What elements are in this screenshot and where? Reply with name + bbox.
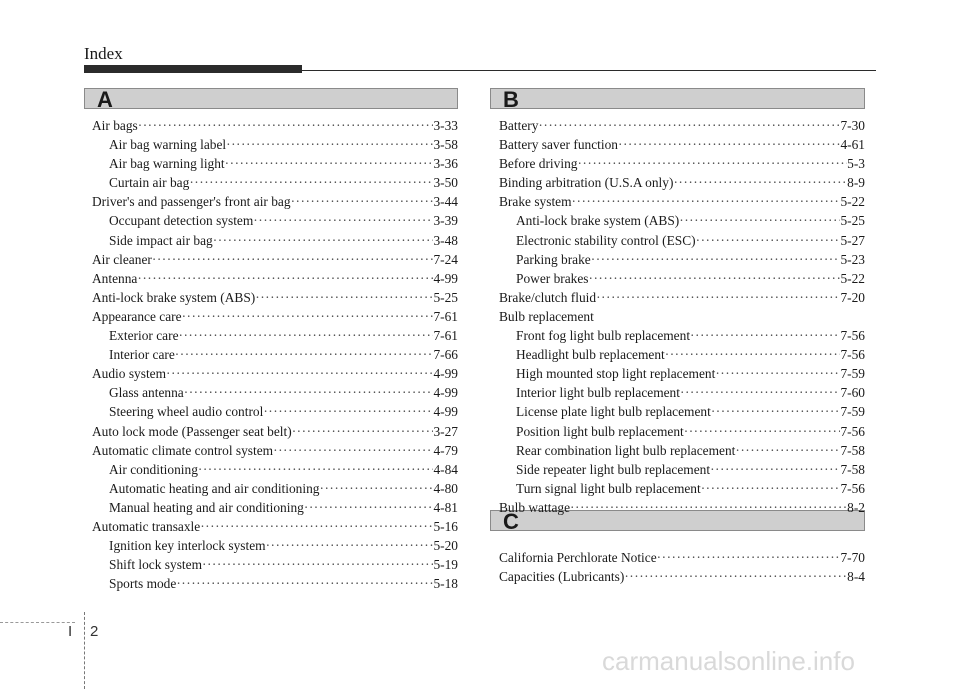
dot-leader [657,550,841,566]
index-entry [499,252,865,271]
index-entry-page: 4-99 [433,385,458,401]
index-entry-text: Air bags [92,118,138,133]
index-entry-page: 4-84 [433,461,458,477]
index-entry-text: Battery saver function [499,137,618,153]
index-entry-page: 8-4 [847,569,865,585]
dot-leader [184,385,434,401]
index-entry [499,385,865,404]
dot-leader [137,271,433,287]
index-entry [499,443,865,462]
dot-leader [225,156,434,172]
index-entry [92,443,458,462]
index-entry [92,538,458,557]
dot-leader [273,443,433,459]
index-entry-text: Brake/clutch fluid [499,289,597,305]
index-entry-page: 4-80 [433,480,458,496]
index-entry-text: Power brakes [516,270,589,286]
index-entry-page: 7-61 [433,328,458,344]
index-entry [92,366,458,385]
index-entry-text: Automatic climate control system [92,442,274,458]
index-entry [92,309,458,328]
dot-leader [166,366,433,382]
index-entry-page: 3-33 [433,118,458,133]
index-entry-page: 7-61 [433,308,458,324]
index-entry [92,118,458,137]
section-letter-c: C [503,509,519,534]
index-entry [499,328,865,347]
index-entry [92,252,458,271]
index-entry [499,347,865,366]
index-entry [499,213,865,232]
dot-leader [711,404,841,420]
dot-leader [572,194,841,210]
dot-leader [255,290,433,306]
index-entry-page: 4-99 [433,270,458,286]
footer-section: I [68,623,73,640]
index-entry [499,175,865,194]
section-letter-a: A [97,87,113,112]
index-entry-text: Air bag warning label [109,137,227,153]
index-entry-page: 4-99 [433,404,458,420]
dot-leader [266,538,434,554]
index-entry [92,424,458,443]
dot-leader [175,347,434,363]
dot-leader [570,500,847,516]
index-entry [499,290,865,309]
index-entry-page: 5-25 [840,213,865,229]
index-entry-text: Shift lock system [109,557,202,573]
index-entry [499,404,865,423]
index-entry-page: 7-30 [840,118,865,133]
dot-leader [596,290,840,306]
index-entry-text: Appearance care [92,308,182,324]
index-entry-page: 5-22 [840,194,865,210]
index-column-b [499,118,865,519]
index-entry-page: 5-20 [433,538,458,554]
index-entry-text: Capacities (Lubricants) [499,569,625,585]
dot-leader [680,385,840,401]
index-entry [92,404,458,423]
index-entry [499,462,865,481]
index-entry-page: 7-56 [840,328,865,344]
index-entry-text: Side repeater light bulb replacement [516,461,711,477]
index-entry-text: Audio system [92,366,167,382]
dot-leader [152,252,434,268]
index-entry-page: 3-48 [433,232,458,248]
dot-leader [715,366,840,382]
index-entry [499,569,865,588]
index-entry-page: 5-23 [840,251,865,267]
index-entry-page: 5-19 [433,557,458,573]
index-entry-text: Steering wheel audio control [109,404,264,420]
index-entry-text: Antenna [92,270,138,286]
page-title: Index [84,44,123,63]
dot-leader [263,404,433,420]
index-entry-page: 7-56 [840,423,865,439]
index-entry-page: 3-36 [433,156,458,172]
index-entry-page: 7-58 [840,442,865,458]
dot-leader [735,443,840,459]
index-column-a [92,118,458,595]
index-entry-text: License plate light bulb replacement [516,404,711,420]
index-entry [92,347,458,366]
dot-leader [213,233,434,249]
dot-leader [690,328,840,344]
index-entry-page: 5-3 [847,156,865,172]
index-entry-page: 7-56 [840,480,865,496]
dot-leader [253,213,433,229]
index-entry-text: Sports mode [109,576,177,592]
dot-leader [684,424,841,440]
index-entry-page: 3-44 [433,194,458,210]
index-entry-text: Occupant detection system [109,213,254,229]
dot-leader [701,481,841,497]
index-entry-text: Binding arbitration (U.S.A only) [499,175,674,191]
index-entry-text: High mounted stop light replacement [516,366,716,382]
index-entry-page: 5-18 [433,576,458,592]
watermark: carmanualsonline.info [602,646,855,676]
index-entry-page: 5-16 [433,518,458,534]
dot-leader [710,462,840,478]
index-entry-text: California Perchlorate Notice [499,550,657,565]
index-entry [499,366,865,385]
dot-leader [304,500,434,516]
index-entry-text: Air cleaner [92,251,152,267]
index-entry-text: Glass antenna [109,385,184,401]
index-entry-text: Bulb wattage [499,499,571,515]
index-entry-text: Ignition key interlock system [109,538,266,554]
dot-leader [319,481,433,497]
index-entry-page: 7-24 [433,251,458,267]
index-entry [92,156,458,175]
header-rule [302,70,876,71]
index-entry-text: Brake system [499,194,572,210]
header-bar [84,65,302,73]
index-entry-page: 3-27 [433,423,458,439]
dot-leader [696,233,841,249]
index-entry [92,175,458,194]
section-header-a [84,87,458,112]
index-entry-page: 7-60 [840,385,865,401]
index-entry-page: 7-59 [840,404,865,420]
index-entry-page: 7-70 [840,550,865,565]
index-entry-text: Parking brake [516,251,591,267]
dot-leader [673,175,847,191]
index-entry-page: 5-27 [840,232,865,248]
index-entry-page: 3-50 [433,175,458,191]
index-entry-text: Anti-lock brake system (ABS) [516,213,680,229]
dot-leader [202,557,433,573]
index-entry [499,118,865,137]
index-entry [499,550,865,569]
index-entry [499,271,865,290]
index-entry-text: Bulb replacement [499,308,594,324]
index-entry [92,385,458,404]
index-entry-page: 8-2 [847,499,865,515]
index-entry-text: Electronic stability control (ESC) [516,232,696,248]
index-entry [92,557,458,576]
index-entry-text: Rear combination light bulb replacement [516,442,736,458]
index-entry [92,194,458,213]
index-entry-text: Position light bulb replacement [516,423,684,439]
dot-leader [200,519,433,535]
index-entry [499,424,865,443]
index-entry-text: Anti-lock brake system (ABS) [92,289,256,305]
index-entry-text: Interior light bulb replacement [516,385,680,401]
index-entry-text: Manual heating and air conditioning [109,499,304,515]
index-entry [92,500,458,519]
dot-leader [577,156,847,172]
index-entry-page: 7-58 [840,461,865,477]
index-entry-page: 5-22 [840,270,865,286]
index-entry-page: 4-79 [433,442,458,458]
index-entry [499,233,865,252]
index-entry-text: Side impact air bag [109,232,213,248]
index-entry-page: 5-25 [433,289,458,305]
index-entry [499,481,865,500]
index-entry [92,576,458,595]
footer-rule [0,622,75,623]
dot-leader [538,118,840,134]
index-entry-text: Automatic transaxle [92,518,201,534]
footer-page-number: 2 [90,623,99,640]
index-entry [92,519,458,538]
index-entry-page: 7-20 [840,289,865,305]
index-entry-page: 3-58 [433,137,458,153]
section-letter-b: B [503,87,519,112]
dot-leader [591,252,841,268]
dot-leader [179,328,434,344]
dot-leader [138,118,434,134]
index-entry-text: Headlight bulb replacement [516,347,665,363]
index-entry-text: Exterior care [109,328,179,344]
index-column-c [499,550,865,588]
index-entry [92,328,458,347]
index-entry-text: Air bag warning light [109,156,225,172]
dot-leader [176,576,433,592]
dot-leader [589,271,841,287]
index-entry [92,290,458,309]
index-entry-page: 3-39 [433,213,458,229]
dot-leader [618,137,840,153]
index-entry-text: Battery [499,118,539,133]
index-entry-page: 4-61 [840,137,865,153]
index-entry [92,481,458,500]
index-entry [499,500,865,519]
index-entry [92,233,458,252]
index-entry-page: 7-56 [840,347,865,363]
dot-leader [182,309,434,325]
dot-leader [226,137,433,153]
index-entry-text: Interior care [109,347,175,363]
index-entry [499,194,865,213]
dot-leader [665,347,841,363]
index-entry-page: 7-66 [433,347,458,363]
dot-leader [679,213,840,229]
dot-leader [624,569,847,585]
dot-leader [291,194,434,210]
dot-leader [198,462,434,478]
index-entry [499,156,865,175]
index-entry-page: 7-59 [840,366,865,382]
index-entry [92,462,458,481]
index-entry-page: 4-99 [433,366,458,382]
dot-leader [189,175,433,191]
index-entry-text: Automatic heating and air conditioning [109,480,320,496]
index-entry-page: 4-81 [433,499,458,515]
index-entry-text: Driver's and passenger's front air bag [92,194,291,210]
dot-leader [292,424,434,440]
footer-divider [84,612,85,689]
section-header-b [490,87,865,112]
index-entry-text: Curtain air bag [109,175,190,191]
index-entry-text: Turn signal light bulb replacement [516,480,701,496]
index-entry-text: Auto lock mode (Passenger seat belt) [92,423,292,439]
index-entry [92,271,458,290]
index-entry-page: 8-9 [847,175,865,191]
index-entry-text: Front fog light bulb replacement [516,328,691,344]
index-entry [92,213,458,232]
index-entry [499,137,865,156]
index-entry-text: Before driving [499,156,578,172]
index-entry-text: Air conditioning [109,461,198,477]
index-entry [499,309,865,328]
index-entry [92,137,458,156]
